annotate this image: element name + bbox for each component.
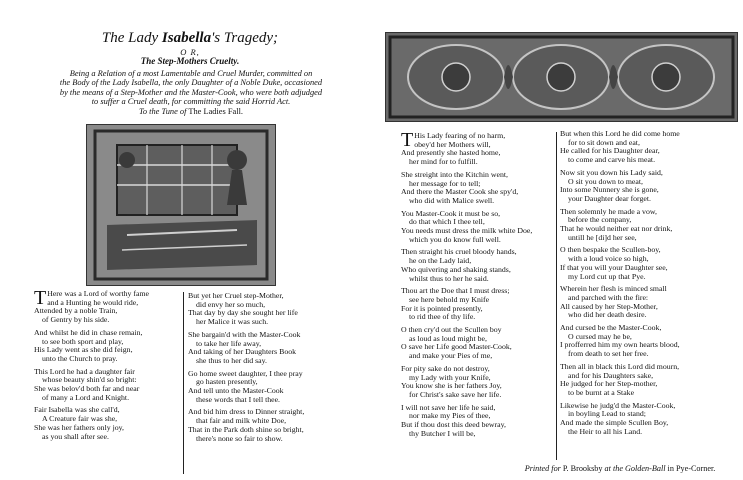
verse-line: He called for his Daughter dear,: [560, 146, 660, 156]
verse-line: And whilst he did in chase remain,: [34, 327, 143, 337]
description-line: to suffer a Cruel death, for committing the said Horrid Act.: [91, 97, 291, 107]
verse-line: O sit you down to meat,: [568, 176, 643, 186]
verse-line: But when this Lord he did come home: [560, 129, 680, 138]
verse-line: Attended by a noble Train,: [34, 306, 118, 316]
verse-line: This Lord he had a daughter fair: [34, 366, 135, 376]
verse-line: from death to set her free.: [568, 349, 649, 359]
verse-line: All caused by her Step-Mother,: [560, 301, 658, 311]
stanza: [401, 171, 553, 206]
woodcut-kitchen-scene: [87, 125, 275, 285]
verse-line: And bid him dress to Dinner straight,: [188, 407, 305, 417]
verse-line: to take her life away,: [196, 338, 262, 348]
stanza: [560, 246, 736, 281]
verse-line: That day by day she sought her life: [188, 308, 298, 318]
woodcut-floral-border: [386, 33, 737, 121]
verse-line: That in the Park doth shine so bright,: [188, 424, 304, 434]
verse-line: And there the Master Cook she spy'd,: [401, 187, 519, 197]
verse-line: my Lord cut up that Pye.: [568, 271, 646, 281]
verse-line: for to sit down and eat,: [568, 137, 640, 147]
stanza: [560, 363, 736, 398]
verse-line: these words that I tell thee.: [196, 394, 281, 404]
verse-line: which you do know full well.: [409, 234, 501, 244]
verse-line: A Creature fair was she,: [42, 414, 118, 424]
verse-line: who did with Malice swell.: [409, 195, 495, 205]
verse-line: and parched with the fire:: [568, 292, 649, 302]
imprint-sign: Golden-Ball: [625, 464, 666, 473]
tune-name: The Ladies Fall.: [186, 107, 243, 116]
verse-line: that fair and milk white Doe,: [196, 416, 287, 426]
verse-line: Go home sweet daughter, I thee pray: [188, 368, 303, 378]
verse-line: whilst thus to her he said.: [409, 273, 489, 283]
verse-line: And tell unto the Master-Cook: [188, 386, 284, 396]
verse-line: and make your Pies of me,: [409, 351, 493, 361]
verse-line: He judged for her Step-mother,: [560, 379, 658, 389]
verse-line: She was her fathers only joy,: [34, 422, 125, 432]
tune-line: [30, 107, 352, 116]
verse-line: She bargain'd with the Master-Cook: [188, 329, 301, 339]
stanza: [401, 129, 553, 167]
drop-cap: T: [34, 287, 47, 309]
verse-column-2: [188, 292, 354, 447]
verse-line: O save her Life good Master-Cook,: [401, 342, 512, 352]
verse-line: Then solemnly he made a vow,: [560, 206, 657, 216]
verse-line: Fair Isabella was she call'd,: [34, 405, 120, 415]
verse-line: who did her death desire.: [568, 310, 647, 320]
verse-line: I will not save her life he said,: [401, 402, 496, 412]
verse-line: the Heir to all his Land.: [568, 426, 643, 436]
verse-line: His Lady went as she did feign,: [34, 345, 133, 355]
ballad-title: [40, 30, 340, 47]
verse-line: her message for to tell;: [409, 178, 481, 188]
stanza: [401, 326, 553, 361]
verse-line: to come and carve his meat.: [568, 155, 656, 165]
title-name: Isabella: [161, 30, 212, 46]
verse-line: nor make my Pies of thee,: [409, 411, 491, 421]
stanza: [560, 169, 736, 204]
verse-line: I profferred him my own hearts blood,: [560, 340, 680, 350]
stanza: [401, 210, 553, 245]
verse-line: before the company,: [568, 215, 632, 225]
verse-line: And made the simple Scullen Boy,: [560, 418, 669, 428]
stanza: [560, 285, 736, 320]
verse-line: untill he [di]d her see,: [568, 232, 637, 242]
verse-line: to rid thee of thy life.: [409, 312, 476, 322]
stanza: [560, 324, 736, 359]
verse-line: in boyling Lead to stand;: [568, 409, 646, 419]
stanza: [401, 404, 553, 439]
verse-line: That he would neither eat nor drink,: [560, 224, 673, 234]
verse-line: Then all in black this Lord did mourn,: [560, 361, 680, 371]
verse-line: do that which I thee tell,: [409, 217, 485, 227]
verse-line: Likewise he judg'd the Master-Cook,: [560, 400, 676, 410]
verse-line: For pity sake do not destroy,: [401, 363, 490, 373]
verse-line: Into some Nunnery she is gone,: [560, 185, 659, 195]
verse-line: as loud as loud might be,: [409, 333, 487, 343]
verse-line: your Daughter dear forget.: [568, 193, 651, 203]
verse-line: But if thou dost this deed bewray,: [401, 420, 506, 430]
stanza: [188, 370, 354, 405]
verse-line: of many a Lord and Knight.: [42, 392, 130, 402]
description-line: the Body of the Lady Isabella, the only Daughter of a Noble Duke, occasioned: [59, 78, 323, 88]
column-divider: [183, 292, 184, 474]
stanza: [560, 208, 736, 243]
stanza: [34, 329, 180, 364]
verse-line: Wherein her flesh is minced small: [560, 284, 667, 294]
verse-line: as you shall after see.: [42, 431, 109, 441]
verse-line: Thou art the Doe that I must dress;: [401, 286, 510, 296]
printer-imprint: [515, 464, 725, 473]
verse-line: go hasten presently,: [196, 377, 258, 387]
verse-line: O cursed may he be,: [568, 331, 632, 341]
stanza: [560, 130, 736, 165]
stanza: [188, 331, 354, 366]
verse-line: her Malice it was such.: [196, 317, 269, 327]
verse-column-1: [34, 287, 180, 445]
verse-line: whose beauty shin'd so bright:: [42, 375, 137, 385]
verse-line: did envy her so much,: [196, 299, 266, 309]
verse-line: Then straight his cruel bloody hands,: [401, 247, 517, 257]
imprint-suffix: in Pye-Corner.: [665, 464, 716, 473]
verse-line: he on the Lady laid,: [409, 256, 472, 266]
imprint-printer: P. Brooksby: [562, 464, 603, 473]
verse-line: Who quivering and shaking stands,: [401, 264, 511, 274]
stanza: [401, 365, 553, 400]
column-divider: [556, 132, 557, 460]
verse-line: You needs must dress the milk white Doe,: [401, 226, 533, 236]
verse-line: Here was a Lord of worthy fame: [47, 289, 149, 298]
verse-line: and a Hunting he would ride,: [47, 297, 139, 307]
verse-line: Now sit you down his Lady said,: [560, 167, 663, 177]
verse-line: for Christ's sake save her life.: [409, 389, 502, 399]
verse-line: O then cry'd out the Scullen boy: [401, 325, 502, 335]
stanza: [401, 287, 553, 322]
verse-line: see here behold my Knife: [409, 294, 490, 304]
ballad-description: [30, 69, 352, 107]
verse-line: with a loud voice so high,: [568, 254, 649, 264]
verse-line: His Lady fearing of no harm,: [414, 131, 506, 140]
verse-line: unto the Church to pray.: [42, 353, 118, 363]
stanza: [34, 406, 180, 441]
verse-column-4: [560, 130, 736, 441]
verse-line: my Lady with your Knife,: [409, 372, 491, 382]
stanza: [401, 248, 553, 283]
title-or: O R,: [180, 47, 200, 57]
stanza: [188, 408, 354, 443]
verse-line: to be burnt at a Stake: [568, 387, 635, 397]
verse-line: You Master-Cook it must be so,: [401, 208, 501, 218]
ballad-subtitle: The Step-Mothers Cruelty.: [140, 56, 240, 66]
description-line: Being a Relation of a most Lamentable and Cruel Murder, committed on: [69, 69, 313, 78]
verse-column-3: [401, 129, 553, 443]
tune-label: To the Tune of: [139, 107, 187, 116]
stanza: [560, 402, 736, 437]
verse-line: She streight into the Kitchin went,: [401, 169, 508, 179]
imprint-mid: at the: [602, 464, 626, 473]
verse-line: And taking of her Daughters Book: [188, 347, 297, 357]
verse-line: there's none so fair to show.: [196, 433, 283, 443]
woodcut-illustration: [86, 124, 276, 286]
verse-line: she thus to her did say.: [196, 355, 267, 365]
verse-line: obey'd her Mothers will,: [414, 139, 491, 149]
description-line: by the means of a Step-Mother and the Master-Cook, who were both adjudged: [59, 87, 323, 97]
stanza: [34, 287, 180, 325]
woodcut-border-ornament: [385, 32, 738, 122]
verse-line: O then bespake the Scullen-boy,: [560, 245, 661, 255]
title-prefix: The Lady: [101, 30, 162, 46]
imprint-prefix: Printed for: [524, 464, 563, 473]
verse-line: and for his Daughters sake,: [568, 370, 654, 380]
verse-line: For it is pointed presently,: [401, 303, 483, 313]
verse-line: her mind for to fulfill.: [409, 157, 478, 167]
verse-line: And cursed be the Master-Cook,: [560, 323, 662, 333]
verse-line: If that you will your Daughter see,: [560, 262, 668, 272]
verse-line: And presently she hasted home,: [401, 148, 501, 158]
stanza: [188, 292, 354, 327]
verse-line: But yet her Cruel step-Mother,: [188, 291, 284, 300]
verse-line: She was belov'd both far and near: [34, 384, 140, 394]
verse-line: thy Butcher I will be,: [409, 428, 476, 438]
verse-line: to see both sport and play,: [42, 336, 124, 346]
verse-line: You know she is her fathers Joy,: [401, 381, 502, 391]
stanza: [34, 368, 180, 403]
verse-line: of Gentry by his side.: [42, 315, 110, 325]
title-suffix: 's Tragedy;: [211, 30, 279, 46]
drop-cap: T: [401, 129, 414, 151]
